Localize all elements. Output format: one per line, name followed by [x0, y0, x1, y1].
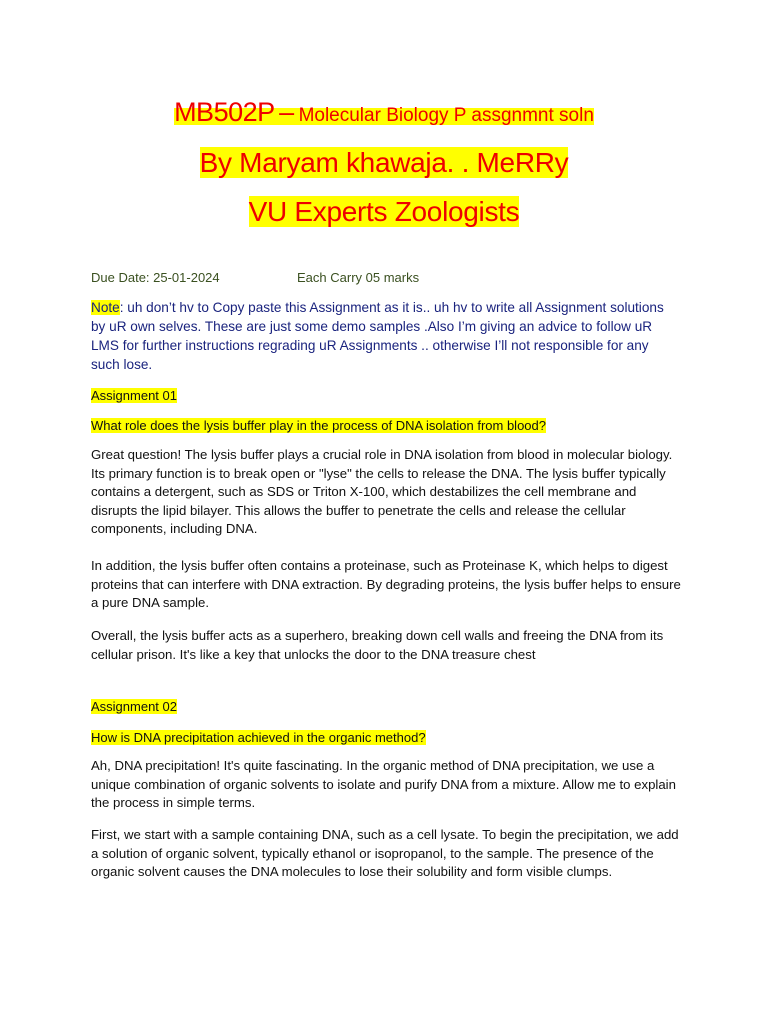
assignment-1-paragraph-1: Great question! The lysis buffer plays a crucial role in DNA isolation from blood in molecular biology. Its primary function is to break open or "lyse" the cells to release the DNA. The lysis buffer typically contains a detergent, such as SDS or Triton X-100, which destabilizes the cell membrane and disrupts the lipid bilayer. This allows the buffer to penetrate the cells and release the cellular components, including DNA. — [91, 447, 673, 536]
assignment-1-paragraph-3: Overall, the lysis buffer acts as a superhero, breaking down cell walls and freeing the DNA from its cellular prison. It's like a key that unlocks the door to the DNA treasure chest — [91, 628, 664, 662]
course-subtitle: Molecular Biology P assgnmnt soln — [298, 105, 594, 126]
group-name: VU Experts Zoologists — [248, 196, 520, 227]
assignment-2-label — [91, 699, 177, 715]
author-name: By Maryam khawaja. . MeRRy — [199, 147, 569, 178]
author-line — [0, 145, 768, 181]
assignment-2-label-text: Assignment 02 — [91, 699, 177, 714]
marks-info: Each Carry 05 marks — [297, 270, 420, 285]
course-title-highlight — [174, 97, 594, 127]
assignment-2-paragraph-1: Ah, DNA precipitation! It's quite fascinating. In the organic method of DNA precipitation, we use a unique combination of organic solvents to isolate and purify DNA from a mixture. Allow me to explain the process in simple terms. — [91, 758, 676, 810]
assignment-2-question — [91, 730, 426, 746]
assignment-1-question-text: What role does the lysis buffer play in the process of DNA isolation from blood? — [91, 418, 546, 433]
group-line — [0, 194, 768, 230]
assignment-1-label-text: Assignment 01 — [91, 388, 177, 403]
title-dash: – — [279, 97, 295, 127]
course-code: MB502P — [174, 97, 275, 127]
note-label: Note — [91, 300, 120, 315]
assignment-1-label — [91, 388, 177, 404]
due-date: Due Date: 25-01-2024 — [91, 270, 220, 285]
note-text: : uh don’t hv to Copy paste this Assignment as it is.. uh hv to write all Assignment solutions by uR own selves. These are just some demo samples .Also I’m giving an advice to follow uR LMS for further instructions regrading uR Assignments .. otherwise I’ll not responsible for any such lose. — [91, 300, 664, 372]
assignment-2-question-text: How is DNA precipitation achieved in the organic method? — [91, 730, 426, 745]
note-paragraph — [91, 298, 681, 374]
assignment-1-question — [91, 418, 546, 434]
assignment-1-paragraph-2: In addition, the lysis buffer often contains a proteinase, such as Proteinase K, which helps to digest proteins that can interfere with DNA extraction. By degrading proteins, the lysis buffer helps to ensure a pure DNA sample. — [91, 558, 681, 610]
course-title — [0, 96, 768, 133]
assignment-2-paragraph-2: First, we start with a sample containing DNA, such as a cell lysate. To begin the precipitation, we add a solution of organic solvent, typically ethanol or isopropanol, to the sample. The presence of the organic solvent causes the DNA molecules to lose their solubility and form visible clumps. — [91, 827, 679, 879]
